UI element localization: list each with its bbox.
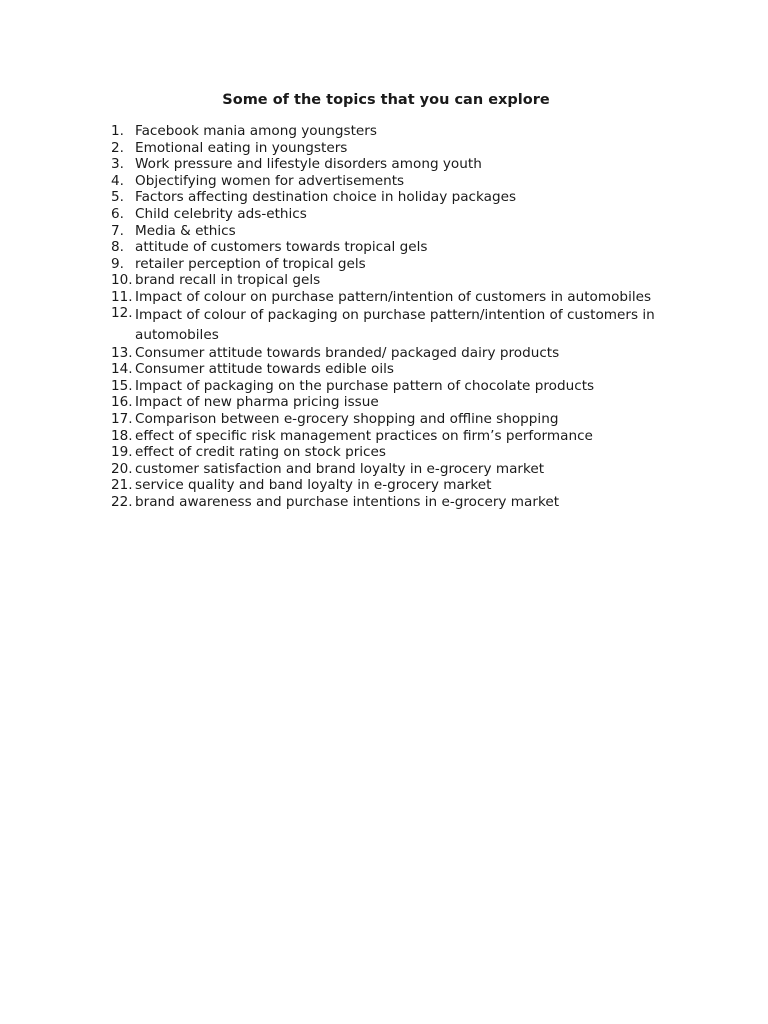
list-item-number: 13.	[111, 344, 133, 361]
topic-list	[111, 123, 691, 510]
list-item-text: Consumer attitude towards branded/ packaged dairy products	[135, 344, 560, 361]
list-item-number: 8.	[111, 239, 124, 256]
list-item	[111, 206, 691, 223]
list-item	[111, 223, 691, 240]
list-item	[111, 378, 691, 395]
list-item-text: Impact of new pharma pricing issue	[135, 394, 379, 411]
list-item	[111, 461, 691, 478]
list-item-number: 20.	[111, 460, 133, 477]
list-item	[111, 361, 691, 378]
list-item-text: customer satisfaction and brand loyalty in e-grocery market	[135, 460, 545, 477]
list-item	[111, 256, 691, 273]
list-item-number: 18.	[111, 427, 133, 444]
list-item-text: Child celebrity ads-ethics	[135, 205, 307, 222]
list-item-number: 9.	[111, 255, 124, 272]
list-item	[111, 189, 691, 206]
list-item-number: 10.	[111, 272, 133, 289]
list-item-number: 5.	[111, 189, 124, 206]
list-item-number: 14.	[111, 361, 133, 378]
list-item	[111, 345, 691, 362]
list-item-text: Facebook mania among youngsters	[135, 123, 377, 139]
list-item	[111, 305, 691, 345]
list-item-number: 1.	[111, 123, 124, 139]
list-item-number: 21.	[111, 477, 133, 494]
list-item	[111, 140, 691, 157]
list-item-number: 17.	[111, 410, 133, 427]
list-item-number: 19.	[111, 444, 133, 461]
list-item-text: Impact of packaging on the purchase pattern of chocolate products	[135, 377, 595, 394]
list-item-number: 3.	[111, 156, 124, 173]
list-item	[111, 444, 691, 461]
list-item-text: Factors affecting destination choice in holiday packages	[135, 189, 517, 206]
list-item-text: attitude of customers towards tropical gels	[135, 239, 428, 256]
list-item	[111, 411, 691, 428]
list-item-text: effect of specific risk management practices on firm’s performance	[135, 427, 593, 444]
list-item-text: effect of credit rating on stock prices	[135, 444, 386, 461]
list-item-number: 12.	[111, 304, 133, 321]
list-item-text: Media & ethics	[135, 222, 236, 239]
list-item-text: Consumer attitude towards edible oils	[135, 361, 394, 378]
list-item-number: 16.	[111, 394, 133, 411]
list-item	[111, 477, 691, 494]
list-item	[111, 173, 691, 190]
list-item	[111, 239, 691, 256]
list-item-number: 6.	[111, 205, 124, 222]
list-item	[111, 394, 691, 411]
list-item-text: Work pressure and lifestyle disorders among youth	[135, 156, 482, 173]
list-item-number: 4.	[111, 172, 124, 189]
list-item	[111, 272, 691, 289]
list-item-text: brand recall in tropical gels	[135, 272, 321, 289]
list-item-text: Impact of colour of packaging on purchase pattern/intention of customers in automobiles	[135, 306, 655, 343]
page-title: Some of the topics that you can explore	[222, 92, 550, 108]
list-item-text: Emotional eating in youngsters	[135, 139, 348, 156]
list-item-number: 15.	[111, 377, 133, 394]
list-item-text: Comparison between e-grocery shopping and offline shopping	[135, 410, 559, 427]
list-item-text: brand awareness and purchase intentions in e-grocery market	[135, 493, 560, 510]
list-item-text: Impact of colour on purchase pattern/intention of customers in automobiles	[135, 288, 652, 305]
list-item	[111, 428, 691, 445]
list-item-number: 22.	[111, 493, 133, 510]
list-item	[111, 123, 691, 140]
list-item-number: 11.	[111, 288, 133, 305]
list-item-number: 2.	[111, 139, 124, 156]
list-item	[111, 156, 691, 173]
list-item-text: service quality and band loyalty in e-grocery market	[135, 477, 492, 494]
list-item	[111, 494, 691, 511]
list-item-text: Objectifying women for advertisements	[135, 172, 405, 189]
list-item-text: retailer perception of tropical gels	[135, 255, 366, 272]
list-item	[111, 289, 691, 306]
list-item-number: 7.	[111, 222, 124, 239]
